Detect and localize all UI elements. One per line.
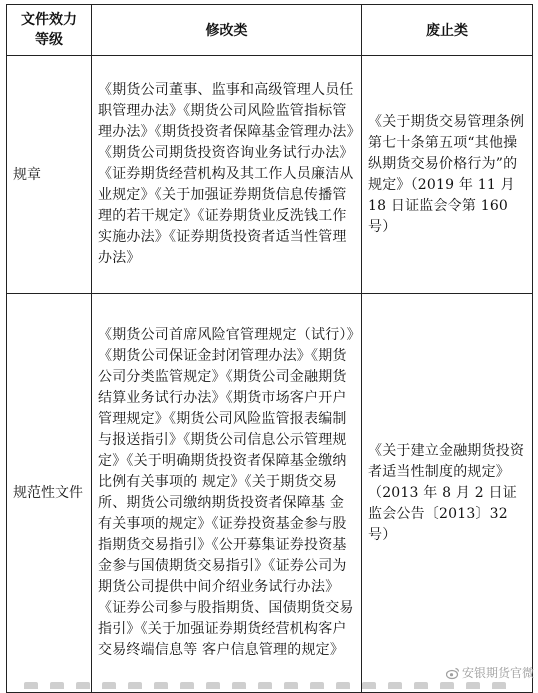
regulation-table bbox=[6, 4, 533, 693]
modify-cell: 《期货公司董事、监事和高级管理人员任职管理办法》《期货公司风险监管指标管理办法》《期货投资者保障基金管理办法》《期货公司期货投资咨询业务试行办法》《证券期货经营机构及其工作人员廉洁从业规定》《关于加强证券期货信息传播管理的若干规定》《证券期货业反洗钱工作实施办法》《证券期货投资者适当性管理办法》 bbox=[92, 56, 362, 294]
weibo-icon bbox=[446, 666, 460, 680]
level-cell: 规范性文件 bbox=[7, 294, 92, 693]
header-modify: 修改类 bbox=[92, 5, 362, 56]
watermark-text: 安银期货官微 bbox=[461, 666, 534, 680]
level-cell: 规章 bbox=[7, 56, 92, 294]
table-row bbox=[7, 56, 533, 294]
header-abolish: 废止类 bbox=[362, 5, 533, 56]
table-row bbox=[7, 294, 533, 693]
abolish-cell: 《关于期货交易管理条例第七十条第五项“其他操纵期货交易价格行为”的规定》（2019 年 11 月 18 日证监会令第 160 号） bbox=[362, 56, 533, 294]
header-level: 文件效力 等级 bbox=[7, 5, 92, 56]
abolish-cell: 《关于建立金融期货投资者适当性制度的规定》（2013 年 8 月 2 日证监会公告〔2013〕32 号） bbox=[362, 294, 533, 693]
header-row bbox=[7, 5, 533, 56]
watermark bbox=[446, 664, 534, 681]
modify-cell: 《期货公司首席风险官管理规定（试行）》《期货公司保证金封闭管理办法》《期货公司分类监管规定》《期货公司金融期货结算业务试行办法》《期货市场客户开户管理规定》《期货公司风险监管报表编制与报送指引》《期货公司信息公示管理规定》《关于明确期货投资者保障基金缴纳比例有关事项的 规定》《关于期货交易所、期货公司缴纳期货投资者保障基 金有关事项的规定》《证券投资基金参与股指期货交易指引》《公开募集证券投资基金参与国债期货交易指引》《证券公司为期货公司提供中间介绍业务试行办法》《证券公司参与股指期货、国债期货交易指引》《关于加强证券期货经营机构客户交易终端信息等 客户信息管理的规定》 bbox=[92, 294, 362, 693]
next-line-fragment bbox=[24, 681, 524, 689]
